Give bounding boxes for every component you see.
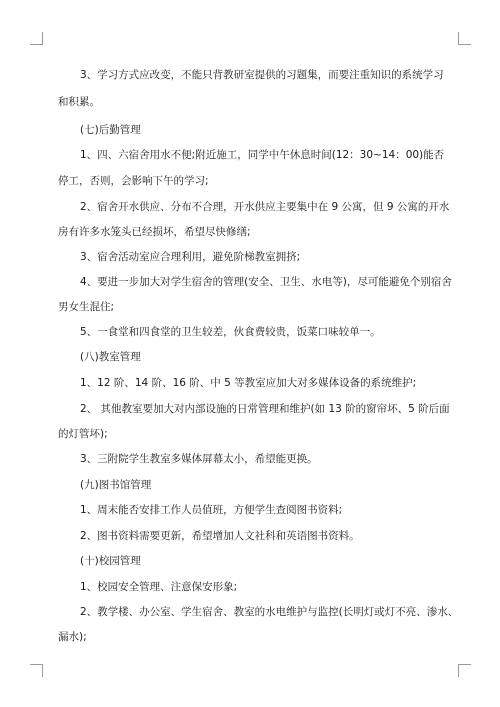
paragraph-line: 2、图书资料需要更新，希望增加人文社科和英语图书资料。 <box>80 530 360 542</box>
paragraph-line: 2、 其他教室要加大对内部设施的日常管理和维护(如 13 阶的窗帘坏、5 阶后面 <box>80 403 450 415</box>
paragraph-line: 1、校园安全管理、注意保安形象; <box>80 581 238 593</box>
paragraph-line: 男女生混住; <box>58 301 115 313</box>
section-heading: (八)教室管理 <box>80 351 141 363</box>
paragraph-line: 3、宿舍活动室应合理利用，避免阶梯教室拥挤; <box>80 251 301 263</box>
paragraph-line: 的灯管坏); <box>58 428 108 440</box>
paragraph-line: 停工，否则，会影响下午的学习; <box>58 175 209 187</box>
paragraph-line: 2、宿舍开水供应、分布不合理，开水供应主要集中在 9 公寓，但 9 公寓的开水 <box>80 201 450 213</box>
paragraph-line: 4、要进一步加大对学生宿舍的管理(安全、卫生、水电等)，尽可能避免个别宿舍 <box>80 276 452 288</box>
paragraph-line: 1、四、六宿舍用水不便;附近施工，同学中午休息时间(12：30~14：00)能否 <box>80 149 445 161</box>
section-heading: (十)校园管理 <box>80 555 141 567</box>
paragraph-line: 漏水); <box>58 631 87 643</box>
crop-mark-top-right <box>458 32 471 45</box>
paragraph-line: 1、12 阶、14 阶、16 阶、中 5 等教室应加大对多媒体设备的系统维护; <box>80 377 417 389</box>
paragraph-line: 1、周末能否安排工作人员值班，方便学生查阅图书资料; <box>80 504 343 516</box>
crop-mark-bottom-left <box>30 664 43 677</box>
paragraph-line: 5、一食堂和四食堂的卫生较差，伙食费较贵，饭菜口味较单一。 <box>80 326 381 338</box>
paragraph-line: 2、教学楼、办公室、学生宿舍、教室的水电维护与监控(长明灯或灯不亮、渗水、 <box>80 606 459 618</box>
paragraph-line: 3、三附院学生教室多媒体屏幕太小，希望能更换。 <box>80 453 318 465</box>
paragraph-line: 房有许多水笼头已经损坏，希望尽快修缮; <box>58 226 251 238</box>
section-heading: (七)后勤管理 <box>80 124 141 136</box>
crop-mark-top-left <box>30 32 43 45</box>
paragraph-line: 和积累。 <box>58 96 100 108</box>
crop-mark-bottom-right <box>458 664 471 677</box>
section-heading: (九)图书馆管理 <box>80 479 152 491</box>
paragraph-line: 3、学习方式应改变，不能只背教研室提供的习题集，而要注重知识的系统学习 <box>80 69 444 81</box>
